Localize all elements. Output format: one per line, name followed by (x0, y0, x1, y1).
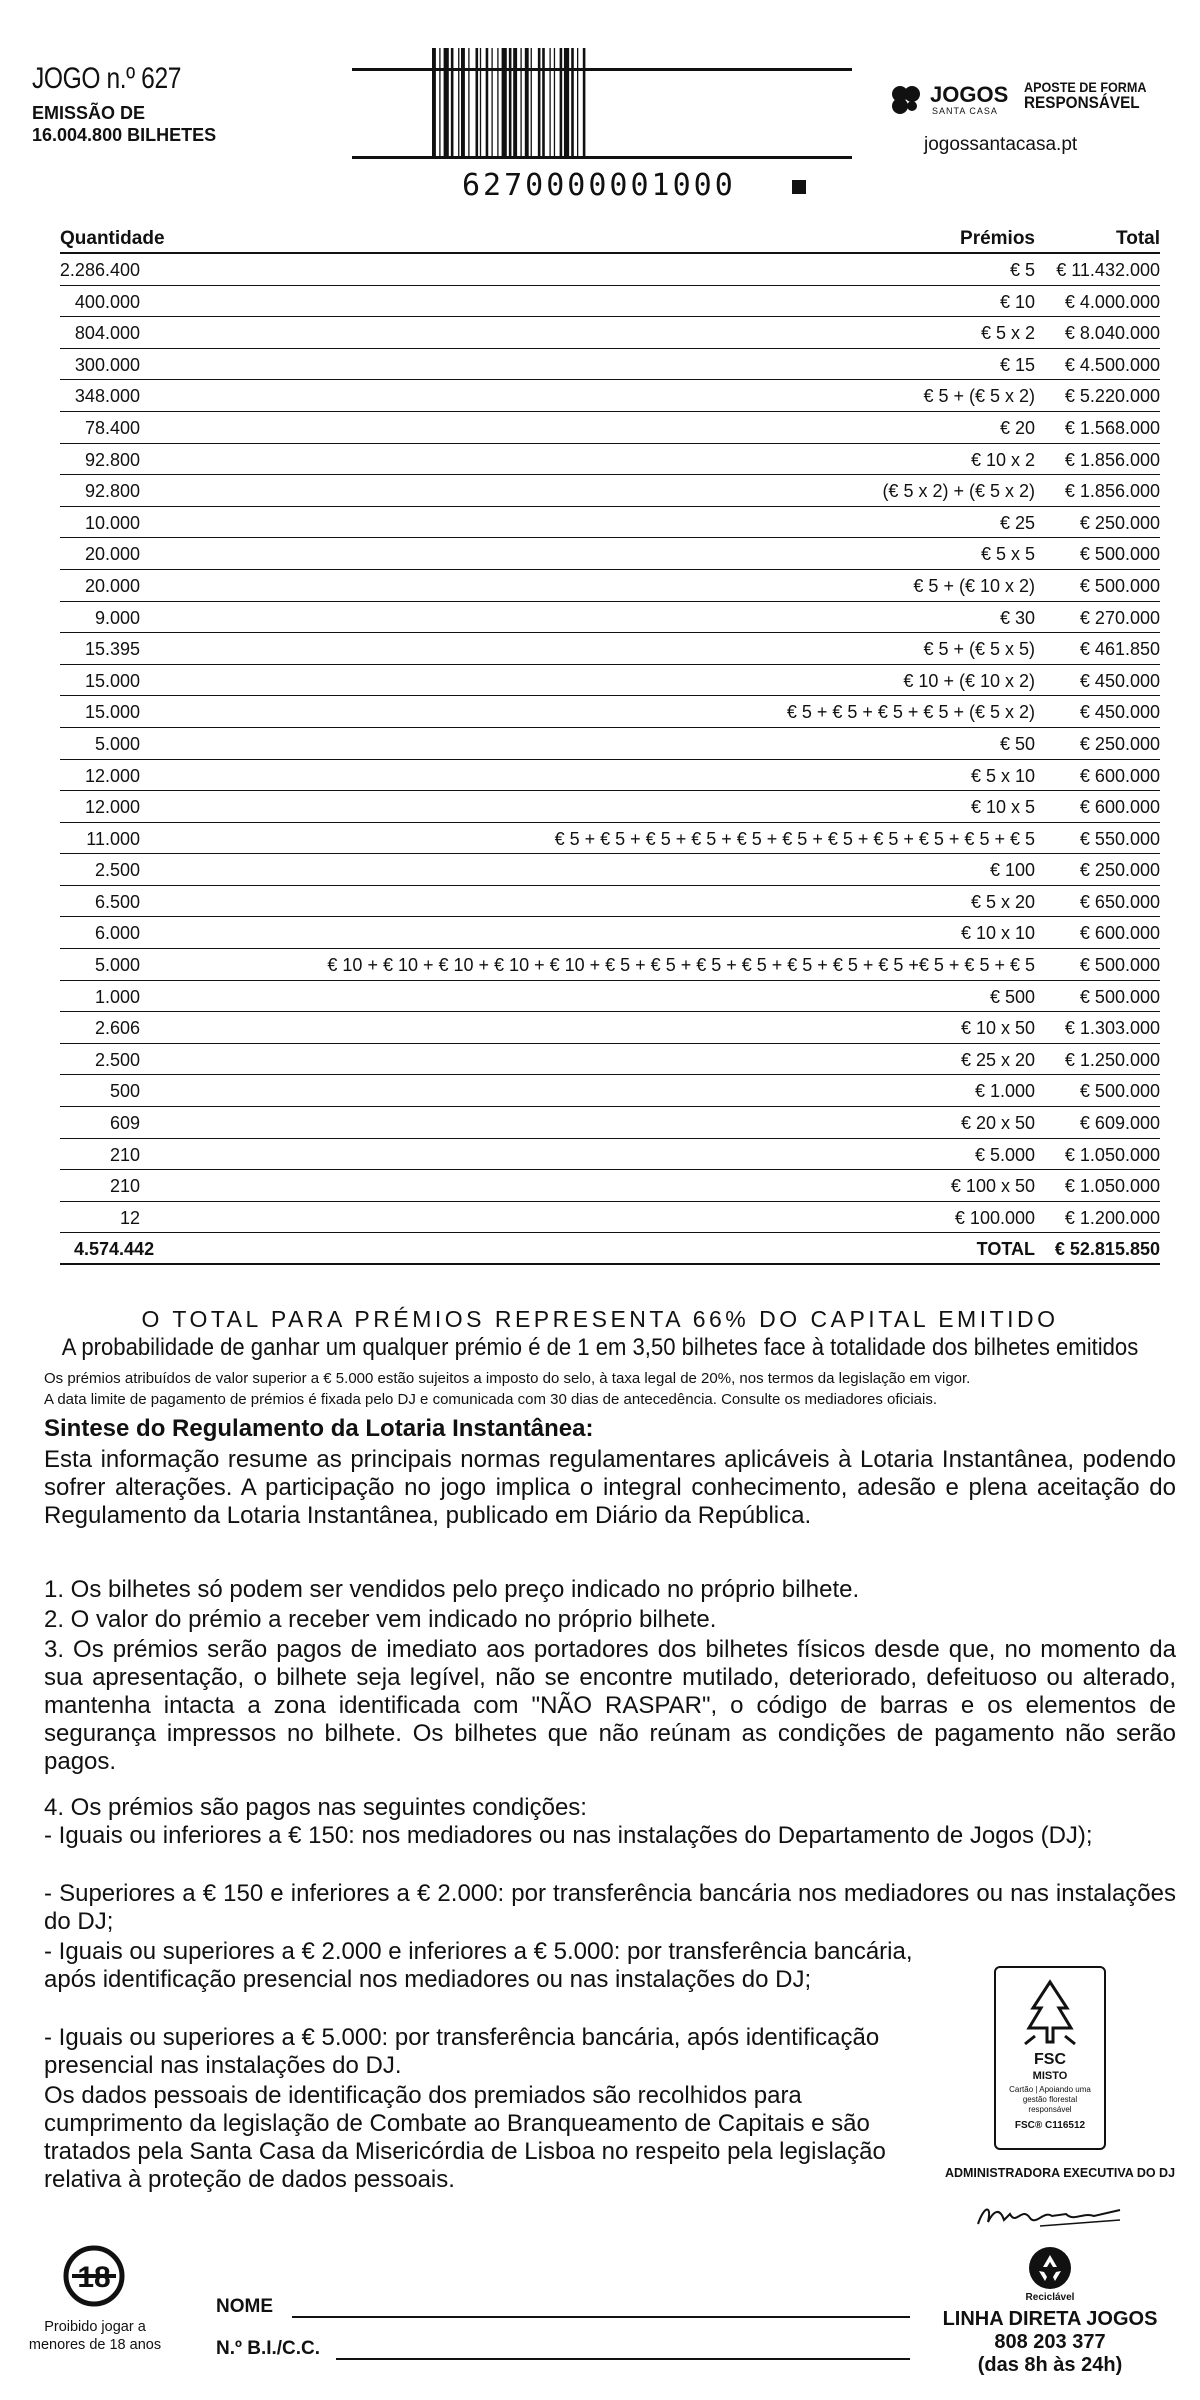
row-prize: € 10 + (€ 10 x 2) (903, 670, 1035, 691)
logo-jogos: JOGOS (930, 82, 1009, 107)
santa-casa-logo (880, 74, 1180, 164)
barcode-bar (520, 48, 521, 158)
santa-casa-clover-icon (888, 82, 924, 118)
table-row (60, 1012, 1160, 1044)
slogan-line-1: APOSTE DE FORMA (1024, 79, 1147, 95)
row-total: € 461.850 (1079, 639, 1160, 660)
row-total: € 500.000 (1079, 955, 1160, 976)
table-row (60, 1170, 1160, 1202)
emission-line-2: 16.004.800 BILHETES (32, 125, 217, 145)
barcode-bar (432, 48, 436, 158)
row-quantity: 804.000 (74, 323, 140, 344)
responsible-gaming-slogan (1024, 80, 1147, 110)
row-prize: € 5 + (€ 5 x 2) (923, 386, 1035, 407)
table-row (60, 1044, 1160, 1076)
header-quantity: Quantidade (60, 228, 165, 249)
personal-data-note: Os dados pessoais de identificação dos premiados são recolhidos para cumprimento da legislação de Combate ao Branqueamento de Capitais e são tratados pela Santa Casa da Misericórdia de Lisboa no respeito pela legislação relativa à proteção de dados pessoais. (44, 2082, 886, 2193)
row-total: € 1.856.000 (1064, 449, 1160, 470)
row-total: € 500.000 (1079, 986, 1160, 1007)
row-quantity: 15.000 (84, 670, 140, 691)
row-total: € 550.000 (1079, 828, 1160, 849)
barcode-bar (583, 48, 586, 158)
row-prize: € 5 + € 5 + € 5 + € 5 + (€ 5 x 2) (786, 702, 1035, 723)
table-header (60, 222, 1160, 254)
row-prize: € 10 x 10 (960, 923, 1035, 944)
row-quantity: 12.000 (84, 765, 140, 786)
table-row (60, 665, 1160, 697)
barcode-bar (554, 48, 555, 158)
barcode-bar (439, 48, 440, 158)
payment-condition-3: - Iguais ou superiores a € 2.000 e inferiores a € 5.000: por transferência bancária, após identificação presencial nos mediadores ou nas instalações do DJ; (44, 1938, 913, 1993)
barcode-bar (458, 48, 459, 158)
row-prize: € 5 x 20 (970, 891, 1035, 912)
barcode-bars (432, 48, 772, 158)
table-row (60, 538, 1160, 570)
row-quantity: 2.286.400 (59, 260, 140, 280)
row-quantity: 210 (109, 1144, 140, 1165)
emission-line-1: EMISSÃO DE (32, 103, 146, 123)
row-quantity: 20.000 (84, 575, 140, 596)
row-total: € 270.000 (1079, 607, 1160, 628)
table-row (60, 317, 1160, 349)
fsc-misto: MISTO (1032, 2070, 1068, 2082)
regulation-title: Sintese do Regulamento da Lotaria Instantânea: (44, 1415, 594, 1442)
payment-deadline-note: A data limite de pagamento de prémios é fixada pelo DJ e comunicada com 30 dias de antecedência. Consulte os mediadores oficiais. (44, 1391, 938, 1408)
row-quantity: 2.606 (94, 1018, 140, 1039)
recycle-icon (1028, 2246, 1072, 2290)
row-quantity: 12.000 (84, 797, 140, 818)
row-quantity: 6.500 (94, 891, 140, 912)
row-total: € 1.303.000 (1064, 1018, 1160, 1039)
regulation-point-1: 1. Os bilhetes só podem ser vendidos pelo preço indicado no próprio bilhete. (44, 1576, 860, 1603)
table-row (60, 949, 1160, 981)
signature (970, 2196, 1130, 2232)
row-prize: € 1.000 (974, 1081, 1035, 1102)
barcode-bar (451, 48, 454, 158)
name-field[interactable] (292, 2316, 910, 2318)
row-total: € 1.568.000 (1064, 417, 1160, 438)
row-prize: € 5 (1009, 260, 1035, 280)
barcode-bar (542, 48, 545, 158)
row-prize: € 5 x 5 (980, 544, 1035, 565)
barcode-square-mark (792, 180, 806, 194)
helpline-phone[interactable]: 808 203 377 (994, 2331, 1106, 2353)
row-prize: € 15 (999, 354, 1035, 375)
row-total: € 500.000 (1079, 575, 1160, 596)
row-quantity: 20.000 (84, 544, 140, 565)
row-prize: (€ 5 x 2) + (€ 5 x 2) (882, 481, 1035, 502)
tax-note: Os prémios atribuídos de valor superior a € 5.000 estão sujeitos a imposto do selo, à taxa legal de 20%, nos termos da legislação em vigor. (44, 1370, 971, 1387)
regulation-point-3: 3. Os prémios serão pagos de imediato aos portadores dos bilhetes físicos desde que, no momento da sua apresentação, o bilhete seja legível, não se encontre mutilado, deteriorado, defeituoso ou alterado, mantenha intacta a zona identificada com "NÃO RASPAR", o código de barras e os elementos de segurança impressos no bilhete. Os bilhetes que não reúnam as condições de pagamento não serão pagos. (44, 1636, 1176, 1775)
row-total: € 600.000 (1079, 765, 1160, 786)
row-total: € 4.500.000 (1064, 354, 1160, 375)
row-quantity: 500 (109, 1081, 140, 1102)
no-under-18-icon (62, 2244, 126, 2308)
table-total-row (60, 1233, 1160, 1265)
table-row (60, 981, 1160, 1013)
row-total: € 4.000.000 (1064, 291, 1160, 312)
row-quantity: 609 (109, 1113, 140, 1134)
barcode-bar (509, 48, 512, 158)
helpline-title: LINHA DIRETA JOGOS (942, 2308, 1158, 2330)
header-prizes: Prémios (960, 228, 1035, 249)
row-total: € 8.040.000 (1064, 323, 1160, 344)
barcode-bar (525, 48, 529, 158)
row-prize: € 50 (999, 733, 1035, 754)
barcode-bar (486, 48, 489, 158)
barcode-bar (549, 48, 550, 158)
barcode-bar (560, 48, 563, 158)
logo-santacasa: SANTA CASA (932, 106, 998, 116)
regulation-point-2: 2. O valor do prémio a receber vem indicado no próprio bilhete. (44, 1606, 717, 1633)
fsc-label (994, 1966, 1106, 2150)
table-row (60, 349, 1160, 381)
fsc-tree-icon (1021, 1978, 1079, 2048)
header-total: Total (1116, 228, 1160, 249)
payment-condition-4: - Iguais ou superiores a € 5.000: por transferência bancária, após identificação presencial nas instalações do DJ. (44, 2024, 880, 2079)
row-quantity: 2.500 (94, 860, 140, 881)
row-quantity: 210 (109, 1176, 140, 1197)
row-prize: € 5 x 10 (970, 765, 1035, 786)
table-row (60, 444, 1160, 476)
table-row (60, 760, 1160, 792)
row-total: € 600.000 (1079, 923, 1160, 944)
regulation-intro: Esta informação resume as principais normas regulamentares aplicáveis à Lotaria Instantânea, podendo sofrer alterações. A participação no jogo implica o integral conhecimento, adesão e plena aceitação do Regulamento da Lotaria Instantânea, publicado em Diário da República. (44, 1446, 1176, 1529)
row-quantity: 92.800 (84, 481, 140, 502)
row-total: € 11.432.000 (1056, 260, 1160, 280)
table-row (60, 886, 1160, 918)
row-quantity: 9.000 (94, 607, 140, 628)
row-total: € 1.050.000 (1064, 1144, 1160, 1165)
barcode-bar (480, 48, 481, 158)
table-row (60, 412, 1160, 444)
row-total: € 1.200.000 (1064, 1207, 1160, 1228)
barcode-bar (577, 48, 578, 158)
row-total: € 5.220.000 (1064, 386, 1160, 407)
row-quantity: 300.000 (74, 354, 140, 375)
table-row (60, 696, 1160, 728)
barcode-bar (571, 48, 574, 158)
barcode-bar (497, 48, 498, 158)
row-prize: € 10 x 50 (960, 1018, 1035, 1039)
table-row (60, 570, 1160, 602)
row-total: € 650.000 (1079, 891, 1160, 912)
fsc-code: FSC® C116512 (1014, 2120, 1086, 2131)
table-row (60, 854, 1160, 886)
row-total: € 250.000 (1079, 860, 1160, 881)
table-row (60, 286, 1160, 318)
row-prize: € 10 + € 10 + € 10 + € 10 + € 10 + € 5 + € 5 + € 5 + € 5 + € 5 + € 5 + € 5 +€ 5 + € 5 + € 5 (327, 955, 1035, 976)
table-row (60, 728, 1160, 760)
row-quantity: 15.395 (84, 639, 140, 660)
row-prize: € 100 (989, 860, 1035, 881)
table-row (60, 380, 1160, 412)
row-prize: € 5.000 (974, 1144, 1035, 1165)
game-number: JOGO n.º 627 (32, 62, 182, 95)
barcode-bar (444, 48, 449, 158)
helpline (920, 2308, 1180, 2377)
table-row (60, 1107, 1160, 1139)
barcode-bar (564, 48, 569, 158)
row-total: € 450.000 (1079, 670, 1160, 691)
row-prize: € 10 (999, 291, 1035, 312)
row-total: € 500.000 (1079, 544, 1160, 565)
recyclable-label: Reciclável (1025, 2292, 1075, 2303)
table-body (60, 254, 1160, 1233)
table-row (60, 791, 1160, 823)
fsc-name: FSC (1034, 2051, 1066, 2068)
row-prize: € 5 + € 5 + € 5 + € 5 + € 5 + € 5 + € 5 + € 5 + € 5 + € 5 + € 5 (554, 828, 1035, 849)
slogan-line-2: RESPONSÁVEL (1024, 93, 1140, 112)
row-prize: € 5 + (€ 5 x 5) (923, 639, 1035, 660)
emission-info (32, 102, 216, 146)
row-quantity: 1.000 (94, 986, 140, 1007)
regulation-point-4: 4. Os prémios são pagos nas seguintes condições: (44, 1794, 587, 1821)
row-total: € 250.000 (1079, 512, 1160, 533)
row-total: € 1.050.000 (1064, 1176, 1160, 1197)
barcode-bar (538, 48, 541, 158)
helpline-hours: (das 8h às 24h) (977, 2354, 1123, 2376)
row-prize: € 30 (999, 607, 1035, 628)
row-prize: € 100.000 (954, 1207, 1035, 1228)
row-prize: € 20 (999, 417, 1035, 438)
row-quantity: 92.800 (84, 449, 140, 470)
barcode (352, 48, 852, 204)
age-warning: Proibido jogar a menores de 18 anos (28, 2319, 162, 2353)
website-link[interactable]: jogossantacasa.pt (924, 134, 1078, 155)
table-row (60, 823, 1160, 855)
capital-statement: O TOTAL PARA PRÉMIOS REPRESENTA 66% DO CAPITAL EMITIDO (141, 1306, 1059, 1332)
payment-condition-2: - Superiores a € 150 e inferiores a € 2.000: por transferência bancária nos mediadores ou nas instalações do DJ; (44, 1880, 1176, 1935)
row-quantity: 78.400 (84, 417, 140, 438)
row-quantity: 10.000 (84, 512, 140, 533)
barcode-bar (468, 48, 469, 158)
probability-statement: A probabilidade de ganhar um qualquer prémio é de 1 em 3,50 bilhetes face à totalidade dos bilhetes emitidos (61, 1334, 1139, 1361)
row-total: € 1.856.000 (1064, 481, 1160, 502)
table-row (60, 1075, 1160, 1107)
age-icon-label: 18 (77, 2261, 111, 2294)
row-quantity: 12 (119, 1207, 140, 1228)
table-row (60, 1139, 1160, 1171)
table-row (60, 254, 1160, 286)
barcode-bar (513, 48, 517, 158)
row-prize: € 5 + (€ 10 x 2) (913, 575, 1035, 596)
barcode-number: 6270000001000 (462, 168, 736, 203)
row-prize: € 10 x 2 (970, 449, 1035, 470)
total-label: TOTAL (976, 1239, 1035, 1260)
executive-administrator-label: ADMINISTRADORA EXECUTIVA DO DJ (944, 2166, 1176, 2180)
row-prize: € 10 x 5 (970, 797, 1035, 818)
row-quantity: 15.000 (84, 702, 140, 723)
row-total: € 450.000 (1079, 702, 1160, 723)
table-row (60, 917, 1160, 949)
row-quantity: 5.000 (94, 733, 140, 754)
table-row (60, 1202, 1160, 1234)
row-prize: € 5 x 2 (980, 323, 1035, 344)
row-quantity: 6.000 (94, 923, 140, 944)
total-quantity: 4.574.442 (74, 1239, 155, 1260)
row-quantity: 5.000 (94, 955, 140, 976)
id-card-field[interactable] (336, 2358, 910, 2360)
row-prize: € 25 x 20 (960, 1049, 1035, 1070)
fsc-description: Cartão | Apoiando uma gestão florestal responsável (1009, 2085, 1091, 2114)
row-quantity: 400.000 (74, 291, 140, 312)
row-total: € 1.250.000 (1064, 1049, 1160, 1070)
barcode-bar (461, 48, 465, 158)
barcode-bar (476, 48, 479, 158)
row-prize: € 20 x 50 (960, 1113, 1035, 1134)
table-row (60, 633, 1160, 665)
name-label: NOME (216, 2296, 273, 2317)
barcode-bar (531, 48, 532, 158)
row-prize: € 25 (999, 512, 1035, 533)
barcode-bar (502, 48, 507, 158)
row-total: € 600.000 (1079, 797, 1160, 818)
row-total: € 609.000 (1079, 1113, 1160, 1134)
barcode-bottom-line (352, 156, 852, 159)
table-row (60, 475, 1160, 507)
row-quantity: 11.000 (86, 828, 140, 849)
prize-table (60, 222, 1160, 1265)
row-total: € 250.000 (1079, 733, 1160, 754)
total-value: € 52.815.850 (1054, 1239, 1160, 1260)
row-total: € 500.000 (1079, 1081, 1160, 1102)
barcode-bar (491, 48, 492, 158)
row-quantity: 348.000 (74, 386, 140, 407)
row-prize: € 500 (989, 986, 1035, 1007)
payment-condition-1: - Iguais ou inferiores a € 150: nos mediadores ou nas instalações do Departamento de Jogos (DJ); (44, 1822, 1093, 1849)
table-row (60, 507, 1160, 539)
row-quantity: 2.500 (94, 1049, 140, 1070)
table-row (60, 602, 1160, 634)
row-prize: € 100 x 50 (950, 1176, 1035, 1197)
id-card-label: N.º B.I./C.C. (216, 2338, 321, 2359)
